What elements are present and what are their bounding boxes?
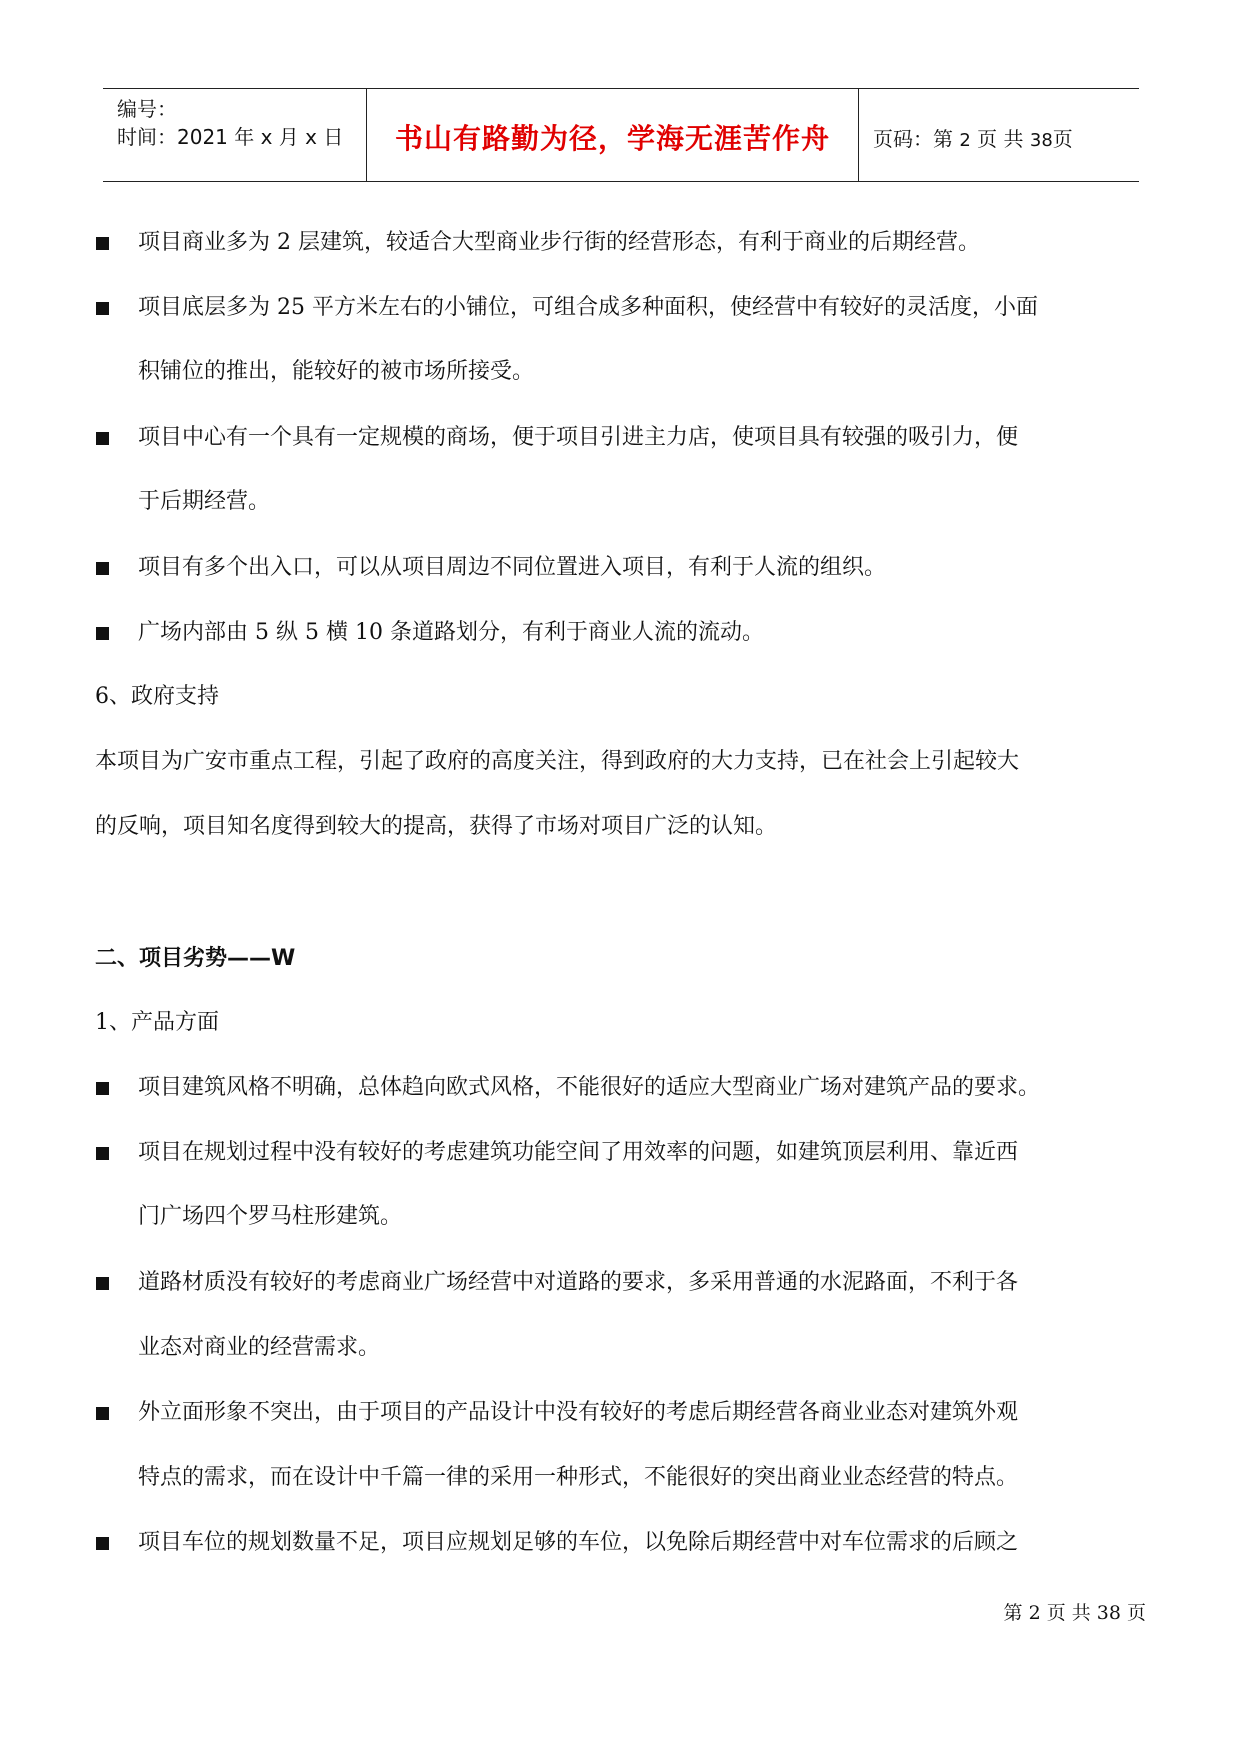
- page-total: 38: [1029, 130, 1053, 151]
- section-heading: 二、项目劣势——W: [95, 946, 296, 971]
- bullet-text: 项目中心有一个具有一定规模的商场，便于项目引进主力店，使项目具有较强的吸引力，便: [138, 425, 1019, 450]
- bullet-marker: [96, 1407, 109, 1420]
- bullet-marker: [96, 1537, 109, 1550]
- page-suffix: 页: [1052, 127, 1073, 151]
- bullet-text: 项目车位的规划数量不足，项目应规划足够的车位，以免除后期经营中对车位需求的后顾之: [138, 1530, 1019, 1555]
- motto: 书山有路勤为径，学海无涯苦作舟: [394, 122, 830, 155]
- bullet-marker: [96, 627, 109, 640]
- header-table: [103, 88, 1139, 182]
- bullet-text-continuation: 积铺位的推出，能较好的被市场所接受。: [138, 359, 535, 384]
- bullet-text-continuation: 门广场四个罗马柱形建筑。: [138, 1204, 403, 1229]
- number-label: 编号：: [117, 97, 177, 121]
- bullet-marker: [96, 1277, 109, 1290]
- bullet-text: 项目底层多为 25 平方米左右的小铺位，可组合成多种面积，使经营中有较好的灵活度，小面: [138, 295, 1038, 320]
- bullet-marker: [96, 302, 109, 315]
- header-page-cell: [859, 89, 1139, 181]
- header-info-cell: [103, 89, 367, 181]
- header-motto-cell: [367, 89, 859, 181]
- bullet-marker: [96, 1082, 109, 1095]
- bullet-marker: [96, 432, 109, 445]
- bullet-text-continuation: 业态对商业的经营需求。: [138, 1335, 381, 1360]
- bullet-marker: [96, 562, 109, 575]
- bullet-text: 道路材质没有较好的考虑商业广场经营中对道路的要求，多采用普通的水泥路面，不利于各: [138, 1270, 1019, 1295]
- bullet-text-continuation: 于后期经营。: [138, 489, 271, 514]
- bullet-text: 项目商业多为 2 层建筑，较适合大型商业步行街的经营形态，有利于商业的后期经营。: [138, 230, 980, 255]
- page-mid: 页 共: [977, 127, 1024, 151]
- bullet-text-continuation: 特点的需求，而在设计中千篇一律的采用一种形式，不能很好的突出商业业态经营的特点。: [138, 1465, 1019, 1490]
- bullet-text: 外立面形象不突出，由于项目的产品设计中没有较好的考虑后期经营各商业业态对建筑外观: [138, 1400, 1019, 1425]
- page-indicator: [873, 123, 1073, 152]
- bullet-marker: [96, 237, 109, 250]
- bullet-text: 广场内部由 5 纵 5 横 10 条道路划分，有利于商业人流的流动。: [138, 620, 764, 645]
- subsection-heading: 1、产品方面: [95, 1010, 219, 1035]
- paragraph-line: 的反响，项目知名度得到较大的提高，获得了市场对项目广泛的认知。: [95, 814, 778, 839]
- bullet-marker: [96, 1147, 109, 1160]
- page-prefix: 页码：第: [873, 127, 953, 151]
- bullet-text: 项目建筑风格不明确，总体趋向欧式风格，不能很好的适应大型商业广场对建筑产品的要求。: [138, 1075, 1041, 1100]
- bullet-text: 项目有多个出入口，可以从项目周边不同位置进入项目，有利于人流的组织。: [138, 555, 887, 580]
- bullet-text: 项目在规划过程中没有较好的考虑建筑功能空间了用效率的问题，如建筑顶层利用、靠近西: [138, 1140, 1019, 1165]
- page-footer: 第 2 页 共 38 页: [1003, 1602, 1146, 1624]
- subsection-heading: 6、政府支持: [95, 684, 219, 709]
- paragraph-line: 本项目为广安市重点工程，引起了政府的高度关注，得到政府的大力支持，已在社会上引起较大: [95, 749, 1020, 774]
- time-label: 时间：2021 年 x 月 x 日: [117, 125, 344, 149]
- page-number: 2: [959, 130, 971, 151]
